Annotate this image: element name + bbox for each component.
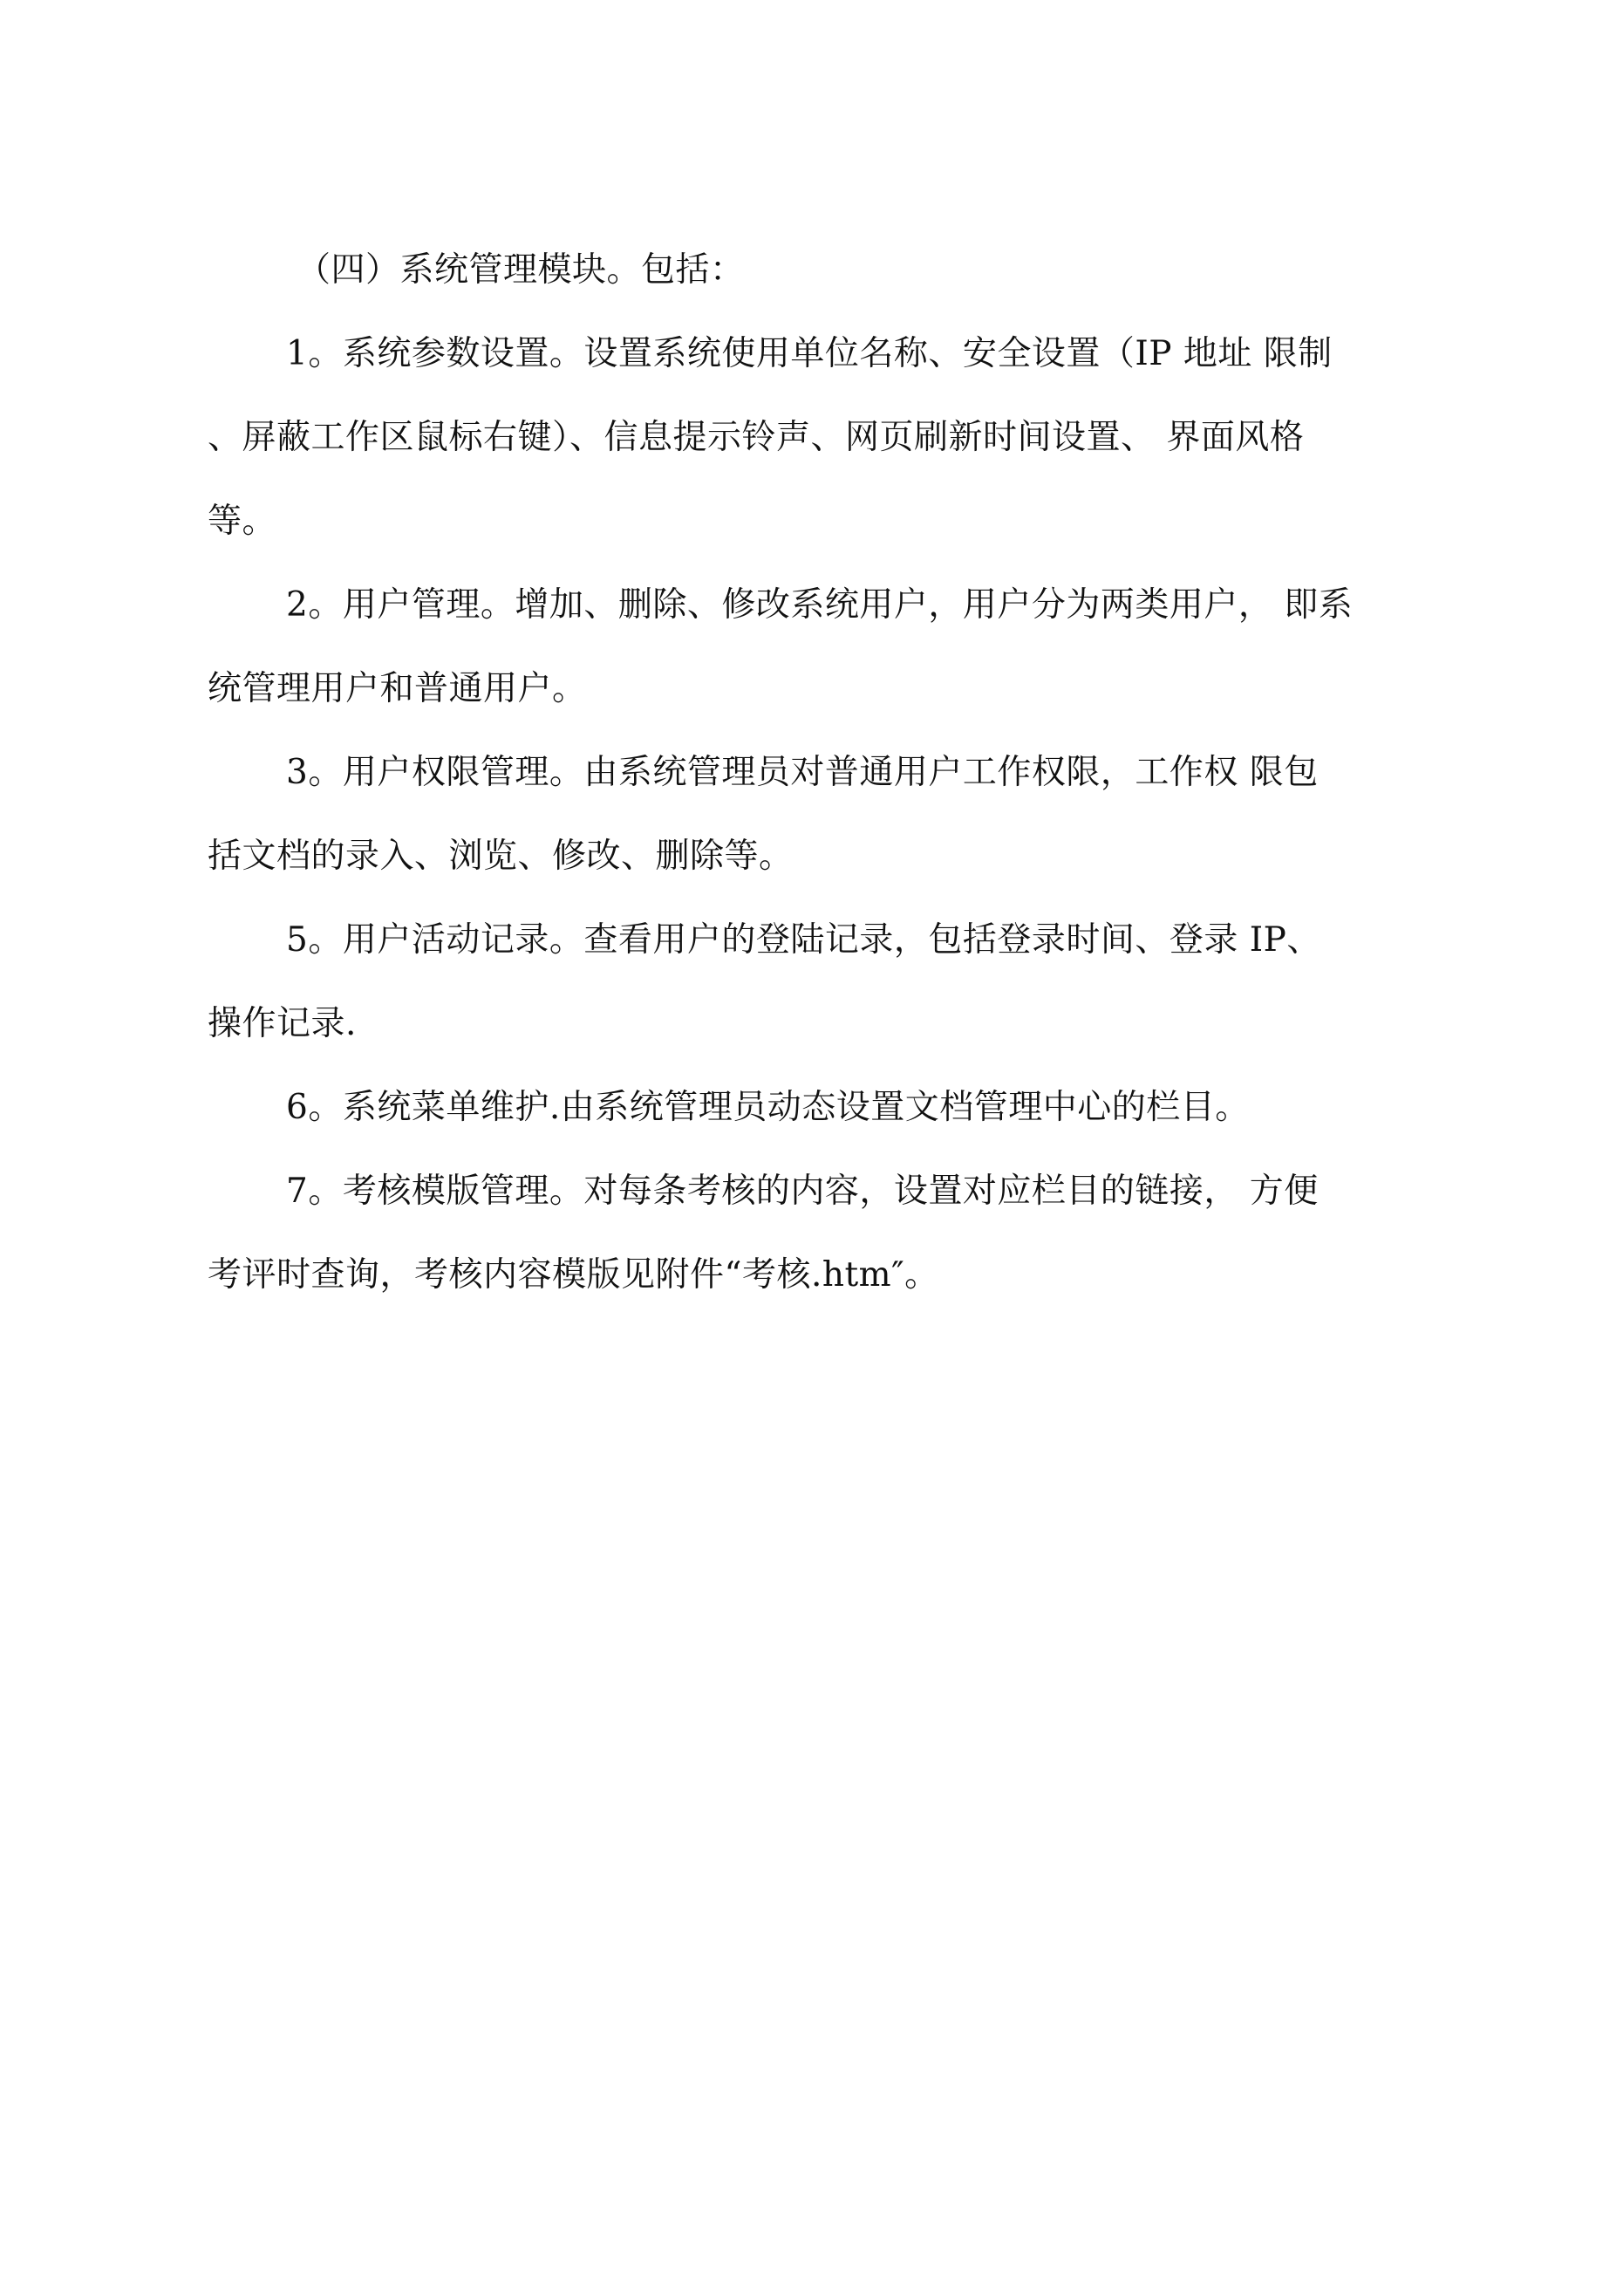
text-line: 等。 bbox=[208, 502, 277, 541]
paragraph-menu-maintenance bbox=[208, 1066, 1446, 1150]
document-body bbox=[208, 229, 1446, 1317]
paragraph-user-management bbox=[208, 564, 1446, 731]
text-line: 3。用户权限管理。由系统管理员对普通用户工作权限，工作权 限包 bbox=[286, 753, 1319, 792]
text-line: 1。系统参数设置。设置系统使用单位名称、安全设置（IP 地址 限制 bbox=[286, 334, 1333, 373]
text-line: 2。用户管理。增加、删除、修改系统用户，用户分为两类用户， 即系 bbox=[286, 585, 1354, 625]
text-line: 统管理用户和普通用户。 bbox=[208, 669, 587, 708]
paragraph-assessment-template bbox=[208, 1150, 1446, 1317]
text-line: 括文档的录入、浏览、修改、删除等。 bbox=[208, 837, 794, 876]
section-heading: （四）系统管理模块。包括： bbox=[297, 250, 745, 290]
text-line: 5。用户活动记录。查看用户的登陆记录，包括登录时间、登录 IP、 bbox=[286, 920, 1321, 960]
text-line: 操作记录. bbox=[208, 1004, 357, 1043]
text-line: 考评时查询，考核内容模版见附件“考核.htm″。 bbox=[208, 1255, 939, 1295]
text-line: 7。考核模版管理。对每条考核的内容，设置对应栏目的链接， 方便 bbox=[286, 1172, 1319, 1211]
paragraph-user-permissions bbox=[208, 731, 1446, 899]
paragraph-user-activity-log bbox=[208, 899, 1446, 1066]
text-line: 6。系统菜单维护.由系统管理员动态设置文档管理中心的栏目。 bbox=[286, 1088, 1250, 1127]
paragraph-system-parameters bbox=[208, 312, 1446, 564]
text-line: 、屏蔽工作区鼠标右键）、信息提示铃声、网页刷新时间设置、 界面风格 bbox=[208, 418, 1305, 457]
